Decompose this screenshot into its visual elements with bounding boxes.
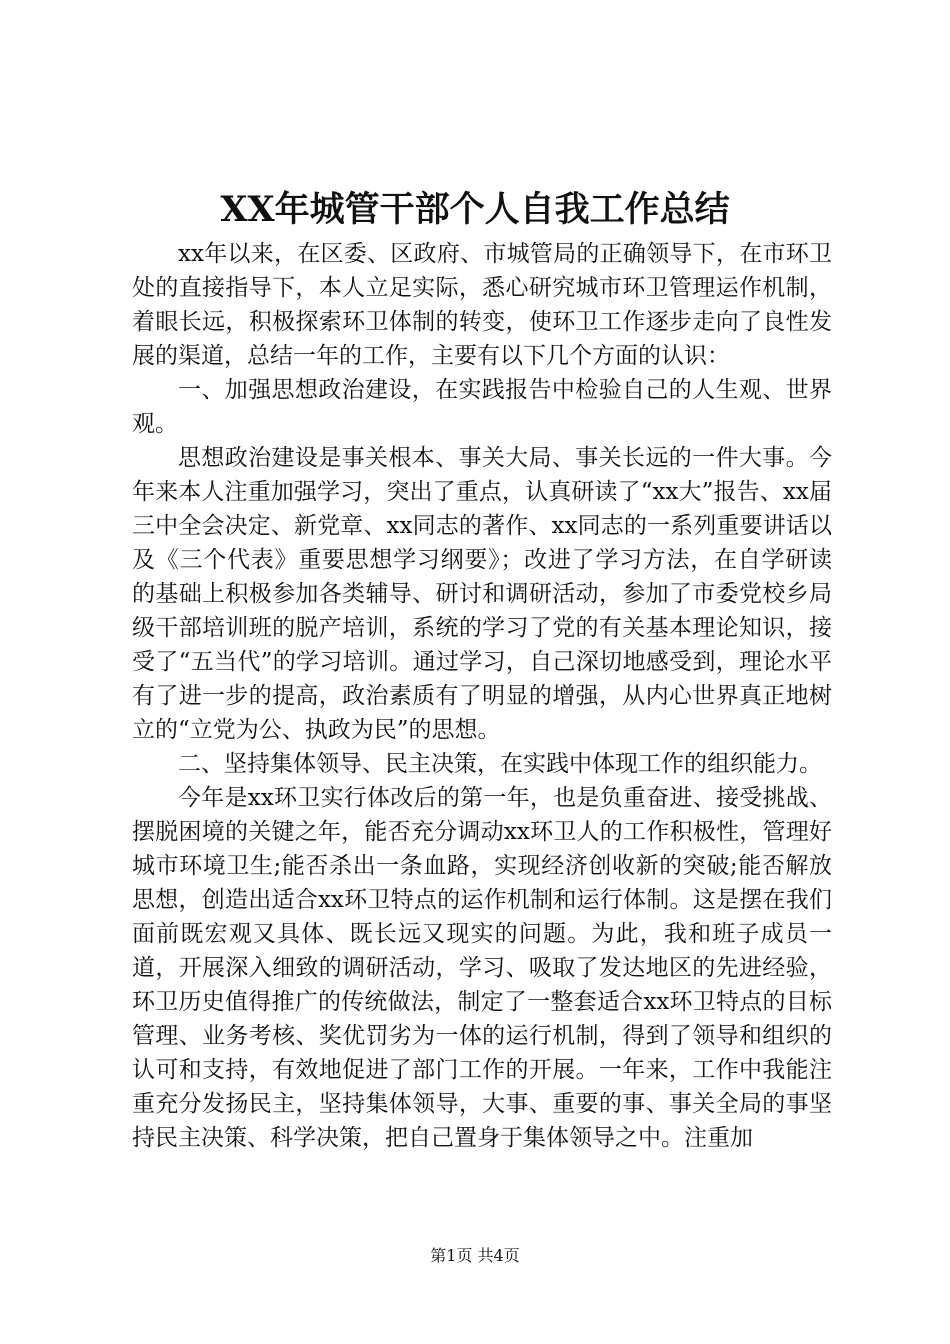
document-body	[132, 237, 832, 1155]
paragraph-intro: xx年以来，在区委、区政府、市城管局的正确领导下，在市环卫处的直接指导下，本人立足实际，悉心研究城市环卫管理运作机制，着眼长远，积极探索环卫体制的转变，使环卫工作逐步走向了良性发展的渠道，总结一年的工作，主要有以下几个方面的认识：	[132, 241, 832, 369]
section-heading-2: 二、坚持集体领导、民主决策，在实践中体现工作的组织能力。	[178, 751, 822, 777]
section-heading-1: 一、加强思想政治建设，在实践报告中检验自己的人生观、世界观。	[132, 377, 832, 437]
paragraph-collective-leadership: 今年是xx环卫实行体改后的第一年，也是负重奋进、接受挑战、摆脱困境的关键之年，能否充分调动xx环卫人的工作积极性，管理好城市环境卫生;能否杀出一条血路，实现经济创收新的突破;能否解放思想，创造出适合xx环卫特点的运作机制和运行体制。这是摆在我们面前既宏观又具体、既长远又现实的问题。为此，我和班子成员一道，开展深入细致的调研活动，学习、吸取了发达地区的先进经验，环卫历史值得推广的传统做法，制定了一整套适合xx环卫特点的目标管理、业务考核、奖优罚劣为一体的运行机制，得到了领导和组织的认可和支持，有效地促进了部门工作的开展。一年来，工作中我能注重充分发扬民主，坚持集体领导，大事、重要的事、事关全局的事坚持民主决策、科学决策，把自己置身于集体领导之中。注重加	[132, 785, 832, 1151]
page-number: 第1页 共4页	[430, 1246, 520, 1265]
paragraph-political-study: 思想政治建设是事关根本、事关大局、事关长远的一件大事。今年来本人注重加强学习，突出了重点，认真研读了“xx大”报告、xx届三中全会决定、新党章、xx同志的著作、xx同志的一系列重要讲话以及《三个代表》重要思想学习纲要》；改进了学习方法，在自学研读的基础上积极参加各类辅导、研讨和调研活动，参加了市委党校乡局级干部培训班的脱产培训，系统的学习了党的有关基本理论知识，接受了“五当代”的学习培训。通过学习，自己深切地感受到，理论水平有了进一步的提高，政治素质有了明显的增强，从内心世界真正地树立的“立党为公、执政为民”的思想。	[132, 445, 832, 743]
document-title: XX年城管干部个人自我工作总结	[220, 189, 730, 230]
